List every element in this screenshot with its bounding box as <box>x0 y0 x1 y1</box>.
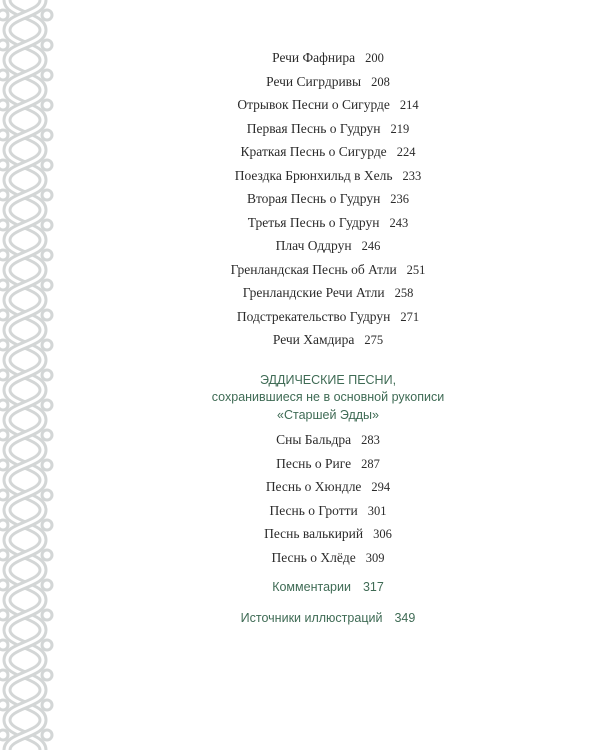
knot-loop <box>42 160 52 170</box>
knot-loop <box>42 670 52 680</box>
toc-entry-page: 243 <box>389 216 409 230</box>
toc-entry-page: 251 <box>406 263 426 277</box>
toc-entry[interactable] <box>56 550 600 566</box>
toc-entry[interactable] <box>56 168 600 184</box>
toc-entry-title: Песнь о Риге <box>276 456 352 471</box>
knot-loop <box>0 10 8 20</box>
toc-entry-page: 258 <box>394 286 414 300</box>
toc-entry-title: Песнь о Гротти <box>269 503 358 518</box>
toc-entry-title: Подстрекательство Гудрун <box>236 309 391 324</box>
knot-loop <box>0 40 8 50</box>
knot-loop <box>0 430 8 440</box>
knot-loop <box>42 490 52 500</box>
toc-entry-title: Сны Бальдра <box>276 432 352 447</box>
section-heading: ЭДДИЧЕСКИЕ ПЕСНИ, <box>259 373 397 387</box>
toc-entry-title: Песнь валькирий <box>264 526 364 541</box>
toc-entry-title: Первая Песнь о Гудрун <box>246 121 381 136</box>
knot-loop <box>42 610 52 620</box>
knot-loop <box>0 640 8 650</box>
toc-entry-page: 246 <box>361 239 381 253</box>
toc-entry[interactable] <box>56 144 600 160</box>
knot-loop <box>0 280 8 290</box>
toc-entry-page: 224 <box>396 145 416 159</box>
knot-loop <box>42 250 52 260</box>
knot-loop <box>0 340 8 350</box>
toc-entry-page: 306 <box>373 527 392 541</box>
toc-entry[interactable] <box>56 503 600 519</box>
knot-loop <box>42 520 52 530</box>
knot-loop <box>0 610 8 620</box>
knot-loop <box>42 130 52 140</box>
toc-entry-title: Речи Фафнира <box>272 50 356 65</box>
knot-loop <box>0 670 8 680</box>
toc-entry-title: Гренландские Речи Атли <box>242 285 385 300</box>
toc-entry[interactable] <box>56 121 600 137</box>
knot-loop <box>42 190 52 200</box>
toc-entry-title: Вторая Песнь о Гудрун <box>246 191 381 206</box>
knot-loop <box>0 460 8 470</box>
toc-entry-page: 294 <box>371 480 391 494</box>
toc-entry[interactable] <box>56 191 600 207</box>
toc-entry[interactable] <box>56 97 600 113</box>
toc-entry-title: Поездка Брюнхильд в Хель <box>234 168 393 183</box>
toc-entry-page: 283 <box>361 433 380 447</box>
toc-entry-page: 271 <box>400 310 420 324</box>
knot-loop <box>42 40 52 50</box>
knot-loop <box>0 700 8 710</box>
knot-loop <box>42 220 52 230</box>
section-subheading: сохранившиеся не в основной рукописи <box>211 390 445 404</box>
knot-loop <box>0 550 8 560</box>
toc-entry-page: 275 <box>364 333 384 347</box>
toc-entry[interactable] <box>56 74 600 90</box>
knot-loop <box>0 250 8 260</box>
knot-loop <box>0 370 8 380</box>
knot-loop <box>42 400 52 410</box>
toc-entry-page: 309 <box>365 551 385 565</box>
celtic-knot-ornament <box>0 0 56 750</box>
knot-loop <box>0 70 8 80</box>
toc-entry[interactable] <box>56 432 600 448</box>
knot-loop <box>42 730 52 740</box>
celtic-knot-border <box>0 0 56 750</box>
toc-entry-page: 219 <box>390 122 410 136</box>
toc-commentary[interactable] <box>56 580 600 595</box>
knot-loop <box>0 100 8 110</box>
toc-entry-page: 233 <box>402 169 422 183</box>
knot-loop <box>0 190 8 200</box>
knot-loop <box>42 10 52 20</box>
toc-entry-title: Песнь о Хюндле <box>265 479 362 494</box>
knot-loop <box>0 730 8 740</box>
knot-loop <box>42 100 52 110</box>
toc-illustrations[interactable] <box>56 611 600 626</box>
toc-entry-title: Гренландская Песнь об Атли <box>230 262 397 277</box>
toc-entry-title: Речи Хамдира <box>272 332 355 347</box>
knot-loop <box>0 490 8 500</box>
toc-entry-page: 236 <box>390 192 410 206</box>
knot-loop <box>42 640 52 650</box>
toc-illustrations-page: 349 <box>394 611 416 625</box>
toc-entry-title: Плач Оддрун <box>275 238 352 253</box>
toc-entry[interactable] <box>56 309 600 325</box>
knot-loop <box>0 580 8 590</box>
toc-entry-page: 214 <box>399 98 419 112</box>
knot-loop <box>0 520 8 530</box>
toc-entry[interactable] <box>56 238 600 254</box>
toc-entry-title: Третья Песнь о Гудрун <box>247 215 380 230</box>
toc-entry-page: 301 <box>367 504 387 518</box>
toc-entry[interactable] <box>56 285 600 301</box>
toc-entry-title: Песнь о Хлёде <box>271 550 356 565</box>
toc-entry[interactable] <box>56 50 600 66</box>
toc-entry-title: Краткая Песнь о Сигурде <box>240 144 387 159</box>
knot-loop <box>0 220 8 230</box>
knot-loop <box>0 310 8 320</box>
knot-loop <box>42 430 52 440</box>
knot-loop <box>42 700 52 710</box>
knot-loop <box>42 310 52 320</box>
toc-commentary-page: 317 <box>362 580 384 594</box>
toc-entry-page: 200 <box>365 51 384 65</box>
knot-loop <box>0 130 8 140</box>
toc-entry[interactable] <box>56 526 600 542</box>
toc-entry[interactable] <box>56 215 600 231</box>
knot-loop <box>42 580 52 590</box>
knot-loop <box>0 160 8 170</box>
toc-entry[interactable] <box>56 332 600 348</box>
toc-commentary-title: Комментарии <box>272 580 351 594</box>
toc-entry-page: 287 <box>361 457 380 471</box>
toc-entry[interactable] <box>56 479 600 495</box>
knot-loop <box>0 400 8 410</box>
knot-loop <box>42 370 52 380</box>
toc-illustrations-title: Источники иллюстраций <box>240 611 383 625</box>
toc-entry-title: Речи Сигрдривы <box>266 74 362 89</box>
knot-loop <box>42 340 52 350</box>
knot-loop <box>42 460 52 470</box>
knot-loop <box>42 280 52 290</box>
toc-entry[interactable] <box>56 262 600 278</box>
knot-loop <box>42 70 52 80</box>
section-subheading-title: «Старшей Эдды» <box>277 408 379 422</box>
knot-loop <box>42 550 52 560</box>
toc-entry[interactable] <box>56 456 600 472</box>
toc-entry-title: Отрывок Песни о Сигурде <box>237 97 390 112</box>
toc-entry-page: 208 <box>371 75 390 89</box>
